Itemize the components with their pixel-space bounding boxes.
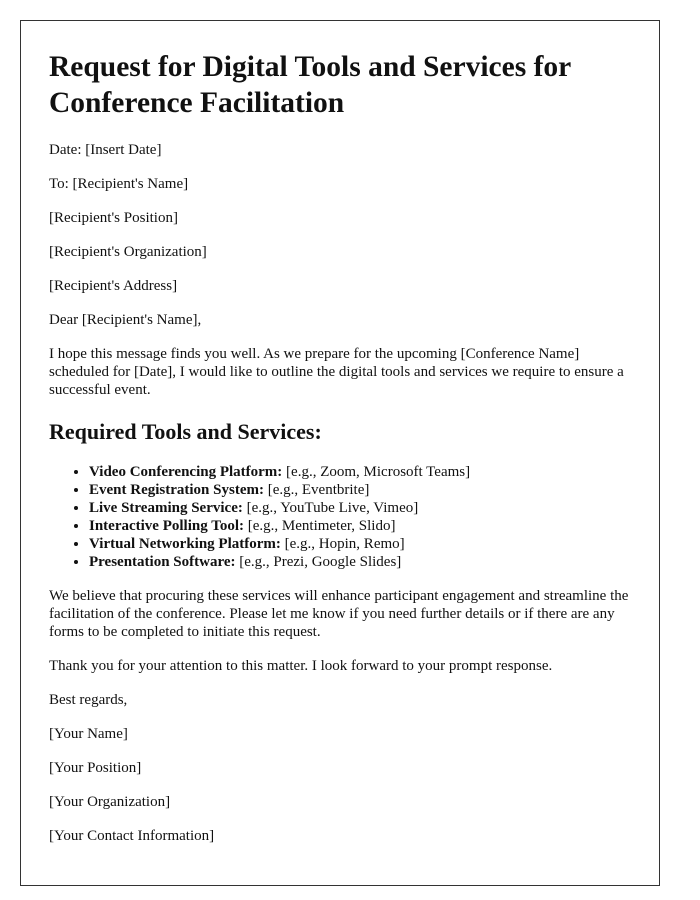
list-item	[89, 553, 631, 571]
item-label: Virtual Networking Platform:	[89, 536, 281, 552]
list-item	[89, 463, 631, 481]
section-heading: Required Tools and Services:	[49, 419, 322, 444]
item-value: [e.g., YouTube Live, Vimeo]	[242, 500, 419, 516]
item-label: Live Streaming Service:	[89, 500, 243, 516]
thanks-paragraph: Thank you for your attention to this matter. I look forward to your prompt response.	[49, 658, 553, 674]
sender-organization: [Your Organization]	[49, 794, 171, 810]
item-label: Event Registration System:	[89, 482, 264, 498]
item-value: [e.g., Eventbrite]	[263, 482, 370, 498]
letter-title: Request for Digital Tools and Services for Conference Facilitation	[49, 51, 571, 119]
list-item	[89, 481, 631, 499]
salutation: Dear [Recipient's Name],	[49, 312, 202, 328]
sender-position: [Your Position]	[49, 760, 142, 776]
letter-container	[20, 20, 660, 886]
list-item	[89, 535, 631, 553]
sender-contact: [Your Contact Information]	[49, 828, 215, 844]
recipient-address: [Recipient's Address]	[49, 278, 178, 294]
item-value: [e.g., Hopin, Remo]	[280, 536, 405, 552]
sender-name: [Your Name]	[49, 726, 128, 742]
item-label: Video Conferencing Platform:	[89, 464, 283, 480]
item-label: Interactive Polling Tool:	[89, 518, 244, 534]
list-item	[89, 499, 631, 517]
closing: Best regards,	[49, 692, 128, 708]
item-value: [e.g., Zoom, Microsoft Teams]	[282, 464, 471, 480]
intro-paragraph: I hope this message finds you well. As we prepare for the upcoming [Conference Name] scheduled for [Date], I would like to outline the digital tools and services we require to ensure a successful event.	[49, 346, 624, 398]
item-value: [e.g., Prezi, Google Slides]	[235, 554, 402, 570]
list-item	[89, 517, 631, 535]
recipient-position: [Recipient's Position]	[49, 210, 178, 226]
tools-list	[49, 463, 631, 571]
recipient-organization: [Recipient's Organization]	[49, 244, 207, 260]
item-label: Presentation Software:	[89, 554, 236, 570]
letter-date: Date: [Insert Date]	[49, 142, 162, 158]
item-value: [e.g., Mentimeter, Slido]	[244, 518, 396, 534]
recipient-name: To: [Recipient's Name]	[49, 176, 189, 192]
body-paragraph: We believe that procuring these services will enhance participant engagement and streamline the facilitation of the conference. Please let me know if you need further details or if there are any forms to be completed to initiate this request.	[49, 588, 629, 640]
